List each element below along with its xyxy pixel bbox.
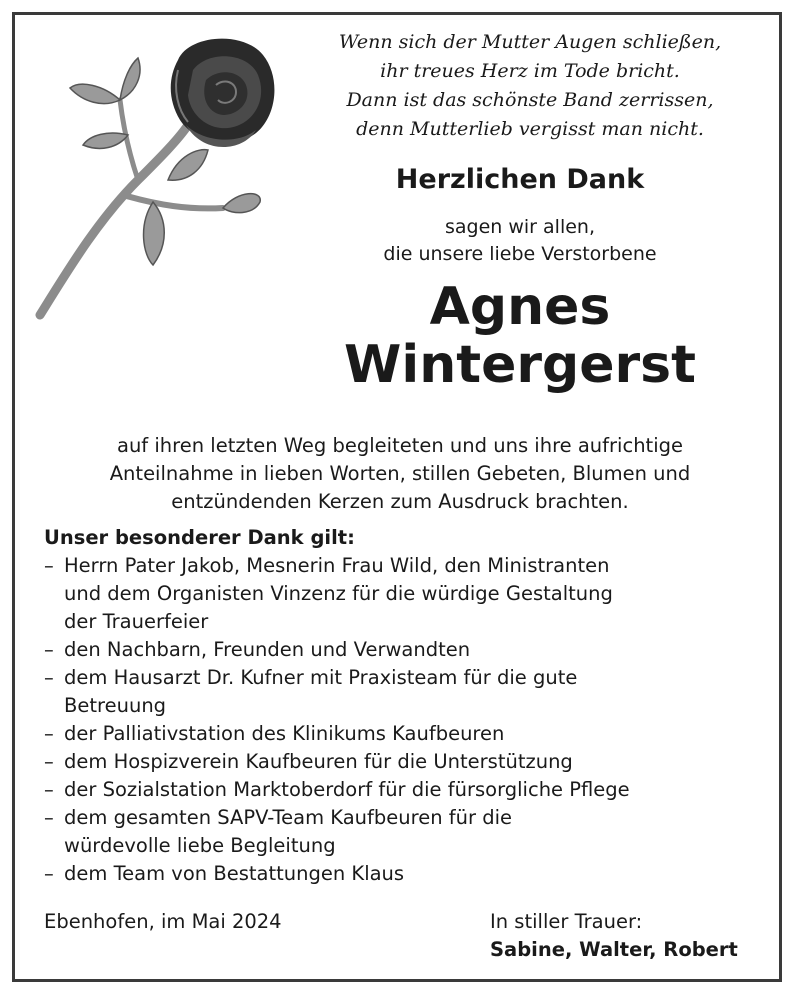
dash: – [44, 638, 54, 661]
list-item [44, 664, 764, 720]
list-item-line: der Palliativstation des Klinikums Kaufbeuren [64, 722, 505, 745]
dash: – [44, 778, 54, 801]
list-item [44, 636, 764, 664]
body-line: entzündenden Kerzen zum Ausdruck brachten. [171, 490, 629, 513]
dash: – [44, 554, 54, 577]
list-item-line: der Trauerfeier [64, 610, 209, 633]
list-item-line: dem Hospizverein Kaufbeuren für die Unterstützung [64, 750, 573, 773]
intro-text [300, 214, 740, 268]
deceased-last-name: Wintergerst [344, 335, 696, 395]
list-item-line: den Nachbarn, Freunden und Verwandten [64, 638, 471, 661]
poem-line: denn Mutterlieb vergisst man nicht. [356, 118, 704, 140]
deceased-first-name: Agnes [429, 277, 611, 337]
poem-line: ihr treues Herz im Tode bricht. [380, 60, 680, 82]
list-item [44, 748, 764, 776]
list-item-line: dem Team von Bestattungen Klaus [64, 862, 405, 885]
dash: – [44, 862, 54, 885]
list-item [44, 860, 764, 888]
list-item-line: Herrn Pater Jakob, Mesnerin Frau Wild, den Ministranten [64, 554, 610, 577]
body-text [40, 432, 760, 516]
list-item-line: der Sozialstation Marktoberdorf für die fürsorgliche Pflege [64, 778, 630, 801]
poem-line: Dann ist das schönste Band zerrissen, [346, 89, 714, 111]
list-item-line: und dem Organisten Vinzenz für die würdige Gestaltung [64, 582, 613, 605]
special-thanks-list [44, 552, 764, 888]
poem [280, 28, 780, 144]
signature-block [490, 908, 738, 964]
dash: – [44, 722, 54, 745]
intro-line: sagen wir allen, [444, 216, 595, 238]
place-date: Ebenhofen, im Mai 2024 [44, 910, 282, 933]
body-line: auf ihren letzten Weg begleiteten und uns ihre aufrichtige [117, 434, 683, 457]
list-item [44, 552, 764, 636]
dash: – [44, 666, 54, 689]
list-item-line: Betreuung [64, 694, 167, 717]
mourner-names: Sabine, Walter, Robert [490, 938, 738, 961]
intro-line: die unsere liebe Verstorbene [383, 243, 657, 265]
mourning-label: In stiller Trauer: [490, 910, 643, 933]
rose-icon [28, 30, 288, 320]
special-thanks-heading: Unser besonderer Dank gilt: [44, 526, 355, 549]
body-line: Anteilnahme in lieben Worten, stillen Gebeten, Blumen und [109, 462, 691, 485]
dash: – [44, 750, 54, 773]
deceased-name [300, 278, 740, 394]
thanks-heading: Herzlichen Dank [395, 164, 645, 195]
list-item [44, 720, 764, 748]
poem-line: Wenn sich der Mutter Augen schließen, [338, 31, 722, 53]
dash: – [44, 806, 54, 829]
list-item-line: dem Hausarzt Dr. Kufner mit Praxisteam für die gute [64, 666, 578, 689]
list-item [44, 776, 764, 804]
list-item [44, 804, 764, 860]
list-item-line: würdevolle liebe Begleitung [64, 834, 336, 857]
list-item-line: dem gesamten SAPV-Team Kaufbeuren für die [64, 806, 512, 829]
